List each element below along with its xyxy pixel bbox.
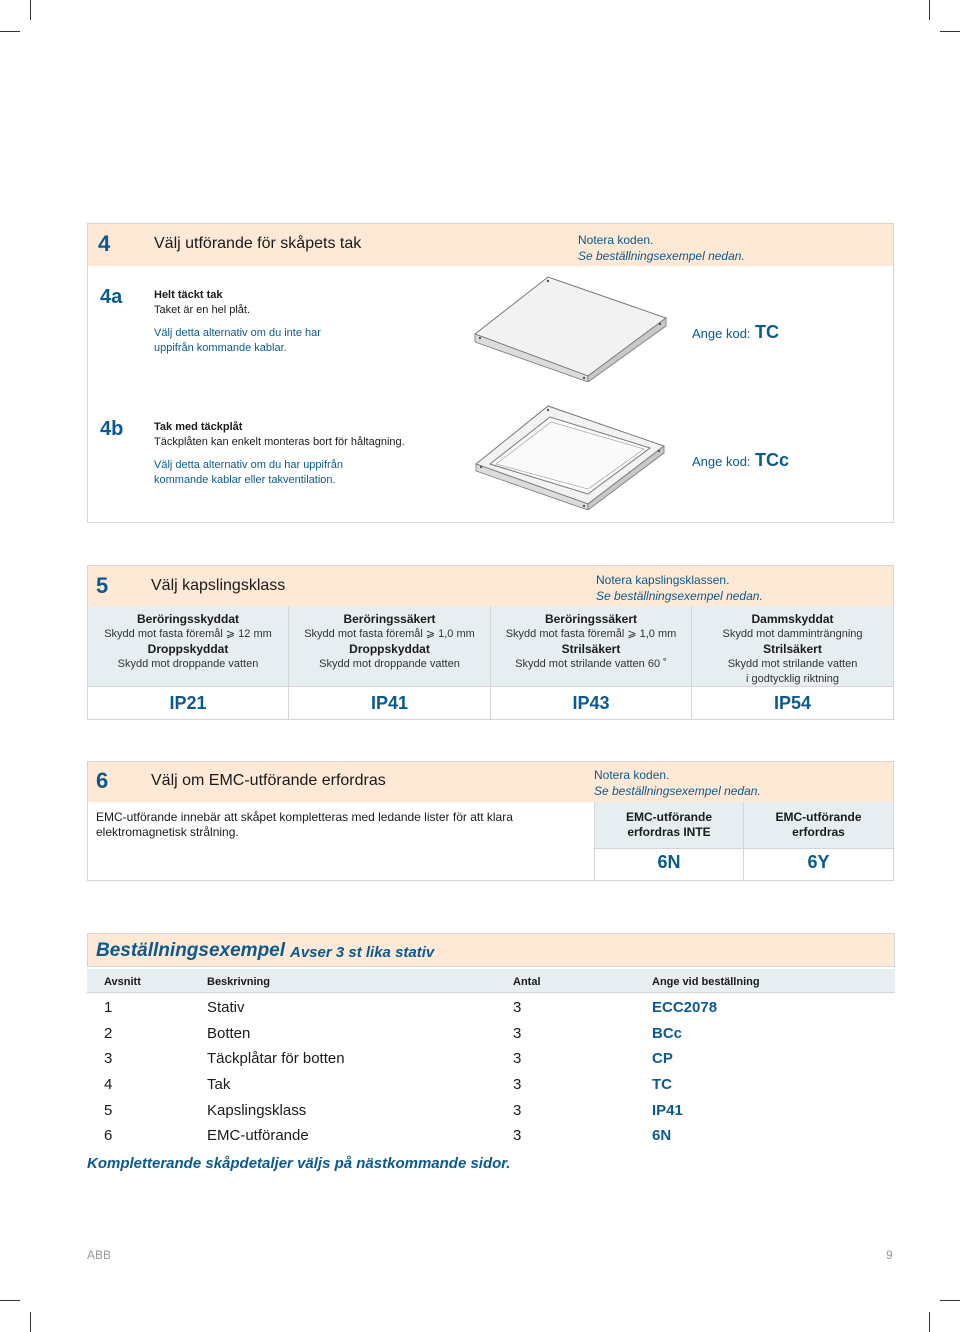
section-title: Välj om EMC-utförande erfordras xyxy=(151,772,386,789)
cell-description: Tak xyxy=(207,1076,231,1093)
cell-description: Botten xyxy=(207,1025,251,1042)
section-number: 6 xyxy=(96,768,109,793)
cell-section: 4 xyxy=(104,1076,113,1093)
cell-order-code: 6N xyxy=(652,1127,672,1144)
cell-section: 6 xyxy=(104,1127,113,1144)
brand-footer: ABB xyxy=(87,1248,112,1262)
cell-description: EMC-utförande xyxy=(207,1127,309,1144)
column-header: Antal xyxy=(513,976,541,988)
cell-order-code: IP41 xyxy=(652,1102,683,1119)
code-label: Ange kod: xyxy=(692,326,751,341)
crop-mark xyxy=(30,1312,31,1332)
ip-code: IP21 xyxy=(169,693,207,713)
option-description: Helt täckt tak Taket är en hel plåt. xyxy=(154,289,251,316)
cell-description: Stativ xyxy=(207,999,245,1016)
cell-quantity: 3 xyxy=(513,999,522,1016)
crop-mark xyxy=(929,0,930,20)
emc-option-label: EMC-utförande erfordras xyxy=(775,810,862,839)
cell-order-code: BCc xyxy=(652,1025,683,1042)
protection-class-desc: Dammskyddat Skydd mot damminträngning Strilsäkert Skydd mot strilande vatten i godtycklig riktning xyxy=(722,612,863,685)
order-example-title: Beställningsexempel xyxy=(96,940,286,961)
column-header: Beskrivning xyxy=(207,976,270,988)
cell-quantity: 3 xyxy=(513,1127,522,1144)
cell-quantity: 3 xyxy=(513,1050,522,1067)
column-header: Avsnitt xyxy=(104,976,141,988)
ip-code: IP43 xyxy=(572,693,610,713)
section-number: 4 xyxy=(98,231,111,256)
crop-mark xyxy=(929,1312,930,1332)
cell-section: 2 xyxy=(104,1025,113,1042)
roof-cover-plate-image xyxy=(472,402,668,510)
crop-mark xyxy=(940,1300,960,1301)
cell-order-code: ECC2078 xyxy=(652,999,718,1016)
crop-mark xyxy=(0,1300,20,1301)
page-number: 9 xyxy=(886,1248,893,1262)
cell-quantity: 3 xyxy=(513,1025,522,1042)
protection-class-desc: Beröringssäkert Skydd mot fasta föremål ⩾ 1,0 mm Droppskyddat Skydd mot droppande vatten xyxy=(304,612,475,670)
code-label: Ange kod: xyxy=(692,454,751,469)
crop-mark xyxy=(30,0,31,20)
option-number: 4b xyxy=(100,418,124,440)
section-note: Notera koden. Se beställningsexempel nedan. xyxy=(578,233,745,263)
column-header: Ange vid beställning xyxy=(652,976,760,988)
ip-code: IP41 xyxy=(370,693,409,713)
cell-quantity: 3 xyxy=(513,1102,522,1119)
option-number: 4a xyxy=(100,286,123,308)
option-hint: Välj detta alternativ om du inte har uppifrån kommande kablar. xyxy=(154,327,321,354)
cell-section: 1 xyxy=(104,999,113,1016)
cell-description: Täckplåtar för botten xyxy=(207,1050,345,1067)
order-footer-note: Kompletterande skåpdetaljer väljs på nästkommande sidor. xyxy=(87,1155,511,1172)
option-description: Tak med täckplåt Täckplåten kan enkelt monteras bort för håltagning. xyxy=(154,421,405,448)
code-value: TCc xyxy=(755,450,790,470)
protection-class-desc: Beröringssäkert Skydd mot fasta föremål ⩾ 1,0 mm Strilsäkert Skydd mot strilande vatten 60 ˚ xyxy=(505,612,677,670)
cell-section: 3 xyxy=(104,1050,113,1067)
code-value: TC xyxy=(755,322,779,342)
section-note: Notera kapslingsklassen. Se beställningsexempel nedan. xyxy=(596,573,763,603)
order-example-subtitle: Avser 3 st lika stativ xyxy=(290,944,435,961)
section-number: 5 xyxy=(96,573,109,598)
protection-class-desc: Beröringsskyddat Skydd mot fasta föremål ⩾ 12 mm Droppskyddat Skydd mot droppande vatten xyxy=(104,612,272,670)
cell-section: 5 xyxy=(104,1102,113,1119)
emc-code: 6Y xyxy=(807,852,830,872)
section-title: Välj utförande för skåpets tak xyxy=(154,235,362,252)
emc-option-label: EMC-utförande erfordras INTE xyxy=(626,810,712,839)
cell-order-code: CP xyxy=(652,1050,673,1067)
cell-description: Kapslingsklass xyxy=(207,1102,307,1119)
section-title: Välj kapslingsklass xyxy=(151,577,286,594)
emc-code: 6N xyxy=(657,852,681,872)
section-note: Notera koden. Se beställningsexempel nedan. xyxy=(594,768,761,798)
crop-mark xyxy=(0,31,20,32)
ip-code: IP54 xyxy=(773,693,812,713)
cell-quantity: 3 xyxy=(513,1076,522,1093)
cell-order-code: TC xyxy=(652,1076,672,1093)
roof-solid-image xyxy=(470,272,670,382)
option-hint: Välj detta alternativ om du har uppifrån kommande kablar eller takventilation. xyxy=(154,459,343,486)
crop-mark xyxy=(940,31,960,32)
emc-description: EMC-utförande innebär att skåpet kompletteras med ledande lister för att klara elektromagnetisk strålning. xyxy=(96,810,513,839)
